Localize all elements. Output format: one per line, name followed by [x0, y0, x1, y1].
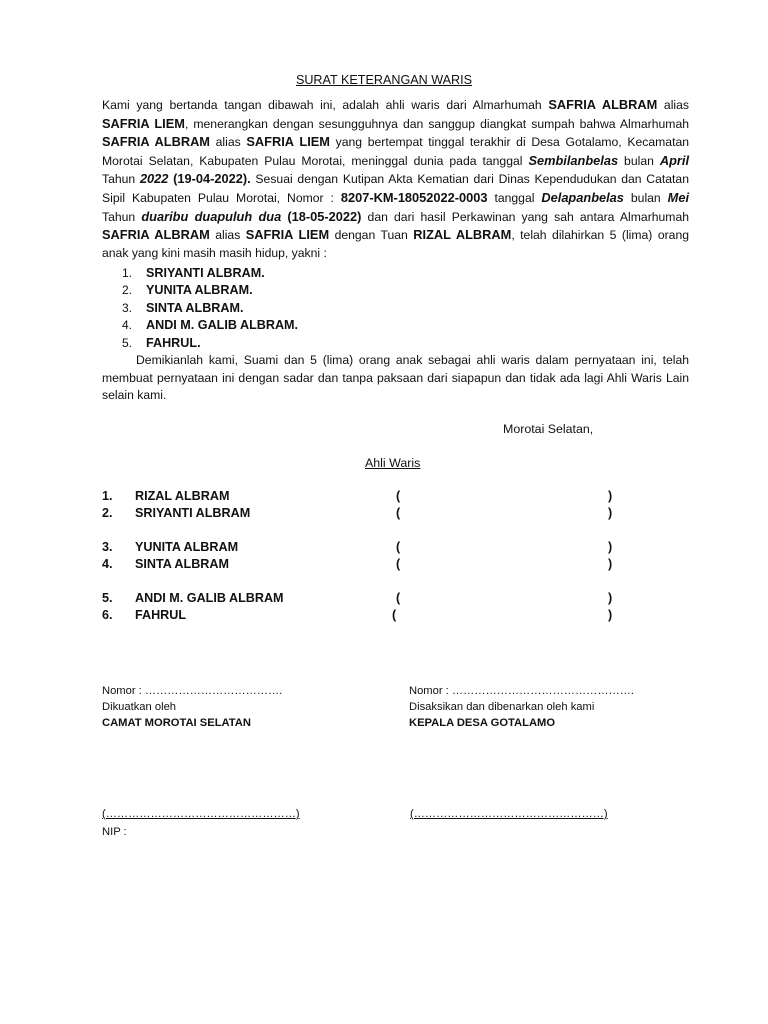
- signature-close-paren: ): [608, 540, 613, 554]
- closing-text: Demikianlah kami, Suami dan 5 (lima) orang anak sebagai ahli waris dalam pernyataan ini, telah membuat pernyataan ini dengan sadar dan tanpa paksaan dari siapapun dan tidak ada lagi Ahli Waris Lain selain kami.: [102, 353, 689, 403]
- signature-close-paren: ): [608, 489, 613, 503]
- kades-title: KEPALA DESA GOTALAMO: [409, 717, 556, 729]
- list-item: [102, 265, 298, 282]
- signature-row: [102, 607, 622, 624]
- heirs-heading: Ahli Waris: [365, 456, 421, 470]
- paragraph-run: 8207-KM-18052022-0003: [340, 189, 488, 205]
- paragraph-run: tanggal: [487, 190, 542, 205]
- paragraph-run: Tahun: [102, 209, 142, 224]
- list-number: 3.: [122, 300, 133, 315]
- signature-open-paren: (: [396, 591, 401, 605]
- camat-signature-line: (……………………………………………): [102, 808, 300, 820]
- signature-open-paren: (: [396, 489, 401, 503]
- heir-name: SRIYANTI ALBRAM.: [146, 266, 265, 280]
- nomor-kades: Nomor : ………………………………………….: [409, 685, 635, 697]
- paragraph-run: Tahun: [102, 172, 140, 187]
- dikuatkan-label: Dikuatkan oleh: [102, 701, 177, 713]
- signature-close-paren: ): [608, 506, 613, 520]
- nip-label: NIP :: [102, 826, 127, 838]
- row-number: 5.: [102, 591, 113, 605]
- list-number: 1.: [122, 266, 133, 280]
- camat-block: [102, 683, 282, 731]
- signatory-name: FAHRUL: [135, 608, 187, 622]
- paragraph-run: Kami yang bertanda tangan dibawah ini, adalah ahli waris dari Almarhumah: [102, 98, 549, 112]
- heir-name: FAHRUL.: [146, 335, 201, 350]
- camat-title: CAMAT MOROTAI SELATAN: [102, 717, 251, 729]
- closing-paragraph: [102, 352, 689, 405]
- signature-row: [102, 505, 622, 522]
- paragraph-run: SAFRIA LIEM: [102, 115, 185, 131]
- signature-open-paren: (: [392, 608, 397, 622]
- document-title: SURAT KETERANGAN WARIS: [295, 73, 473, 87]
- list-item: [102, 300, 298, 317]
- signature-open-paren: (: [396, 540, 401, 554]
- row-number: 3.: [102, 540, 113, 554]
- list-number: 4.: [122, 318, 133, 333]
- list-item: [102, 335, 298, 352]
- place-date: Morotai Selatan,: [503, 422, 594, 436]
- paragraph-run: bulan: [623, 190, 668, 205]
- list-number: 2.: [122, 283, 133, 298]
- kades-signature-line: (……………………………………………): [410, 808, 608, 820]
- row-number: 6.: [102, 608, 113, 622]
- paragraph-run: alias: [209, 228, 246, 243]
- paragraph-run: (18-05-2022): [287, 208, 362, 224]
- paragraph-run: SAFRIA LIEM: [246, 134, 330, 150]
- paragraph-run: , menerangkan dengan sesungguhnya dan sanggup diangkat sumpah bahwa Almarhumah: [184, 116, 689, 131]
- statement-paragraph: [102, 96, 689, 262]
- signature-open-paren: (: [396, 506, 401, 520]
- list-item: [102, 317, 298, 334]
- paragraph-run: 2022: [139, 171, 169, 187]
- list-item: [102, 282, 298, 299]
- paragraph-run: SAFRIA LIEM: [245, 227, 330, 243]
- children-list: [102, 265, 298, 352]
- paragraph-run: April: [659, 152, 690, 168]
- signature-row: [102, 488, 622, 505]
- heir-name: ANDI M. GALIB ALBRAM.: [146, 318, 299, 333]
- signature-row: [102, 556, 622, 573]
- paragraph-run: alias: [209, 135, 247, 150]
- kades-block: [409, 683, 634, 731]
- paragraph-run: bulan: [618, 153, 660, 168]
- row-number: 1.: [102, 489, 113, 503]
- paragraph-run: (19-04-2022).: [173, 171, 251, 187]
- paragraph-run: SAFRIA ALBRAM: [548, 97, 658, 112]
- paragraph-run: , telah dilahirkan 5 (lima) orang anak yang kini masih masih hidup, yakni :: [102, 228, 690, 260]
- paragraph-run: dengan Tuan: [329, 228, 414, 243]
- paragraph-run: SAFRIA ALBRAM: [102, 134, 210, 150]
- paragraph-run: Mei: [667, 189, 690, 205]
- paragraph-run: Delapanbelas: [541, 189, 624, 205]
- heir-name: SINTA ALBRAM.: [146, 300, 244, 315]
- paragraph-run: RIZAL ALBRAM: [413, 227, 512, 243]
- signature-open-paren: (: [396, 557, 401, 571]
- signatory-name: SINTA ALBRAM: [135, 557, 229, 571]
- paragraph-run: yang bertempat tinggal terakhir di Desa Gotalamo, Kecamatan Morotai Selatan, Kabupaten Pulau Morotai, meninggal dunia pada tanggal: [102, 135, 690, 168]
- signatory-name: RIZAL ALBRAM: [135, 489, 230, 503]
- paragraph-run: SAFRIA ALBRAM: [102, 227, 210, 243]
- disaksikan-label: Disaksikan dan dibenarkan oleh kami: [409, 701, 595, 713]
- heir-name: YUNITA ALBRAM.: [146, 283, 253, 298]
- nomor-camat: Nomor : ……………………………….: [102, 685, 283, 697]
- signatory-name: ANDI M. GALIB ALBRAM: [135, 591, 284, 605]
- paragraph-run: Sembilanbelas: [528, 152, 619, 168]
- signature-close-paren: ): [608, 557, 613, 571]
- paragraph-run: alias: [657, 98, 690, 112]
- list-number: 5.: [122, 335, 133, 350]
- signatory-name: YUNITA ALBRAM: [135, 540, 239, 554]
- paragraph-run: Sesuai dengan Kutipan Akta Kematian dari Dinas Kependudukan dan Catatan Sipil Kabupaten Pulau Morotai, Nomor :: [102, 172, 689, 205]
- paragraph-run: duaribu duapuluh dua: [141, 208, 282, 224]
- signature-row: [102, 590, 622, 607]
- paragraph-run: dan dari hasil Perkawinan yang sah antara Almarhumah: [361, 209, 690, 224]
- signature-close-paren: ): [608, 608, 613, 622]
- signatory-name: SRIYANTI ALBRAM: [135, 506, 251, 520]
- signature-close-paren: ): [608, 591, 613, 605]
- row-number: 4.: [102, 557, 113, 571]
- row-number: 2.: [102, 506, 113, 520]
- signature-row: [102, 539, 622, 556]
